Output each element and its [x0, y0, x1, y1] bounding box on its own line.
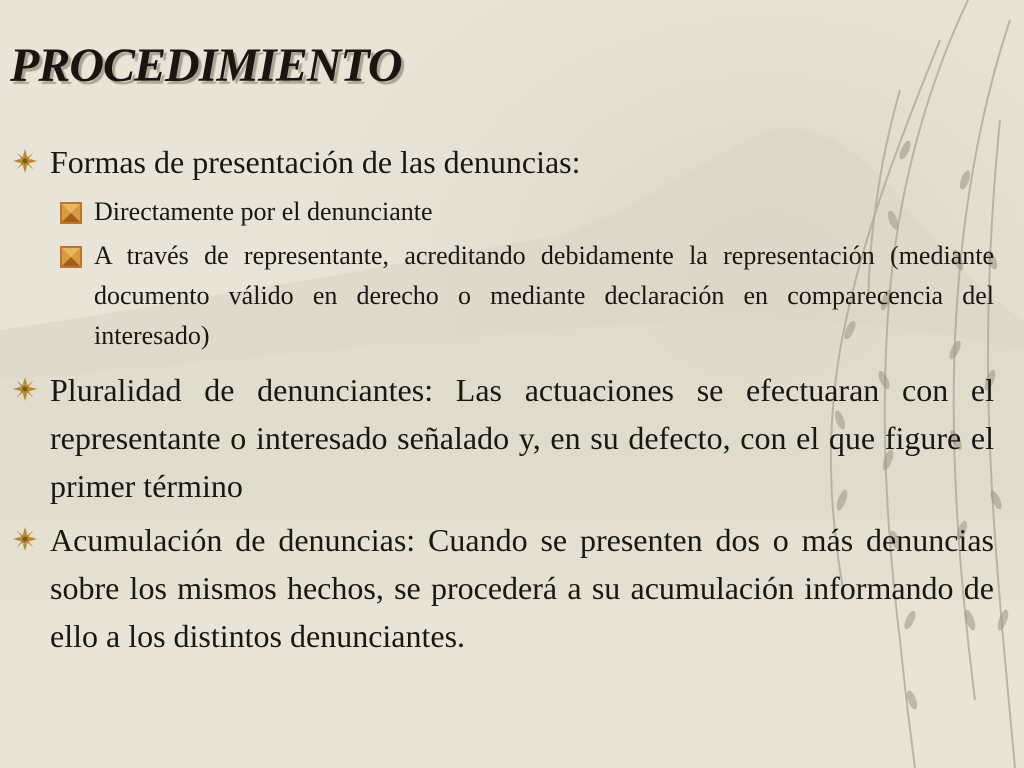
bullet-text: Pluralidad de denunciantes: Las actuaciones se efectuaran con el representante o interesado señalado y, en su defecto, con el que figure el primer término [50, 372, 994, 504]
bullet-text: Acumulación de denuncias: Cuando se presenten dos o más denuncias sobre los mismos hechos, se procederá a su acumulación informando de ello a los distintos denunciantes. [50, 522, 994, 654]
sub-bullet-text: Directamente por el denunciante [94, 197, 433, 226]
sunburst-bullet-icon [12, 526, 38, 552]
square-bullet-icon [58, 244, 84, 270]
bullet-item [12, 366, 994, 510]
slide-content [12, 138, 994, 666]
sub-bullet-item [94, 236, 994, 356]
sunburst-bullet-icon [12, 148, 38, 174]
bullet-text: Formas de presentación de las denuncias: [50, 144, 581, 180]
bullet-item [12, 516, 994, 660]
bullet-item [12, 138, 994, 186]
square-bullet-icon [58, 200, 84, 226]
sunburst-bullet-icon [12, 376, 38, 402]
sub-bullet-item [94, 192, 994, 232]
slide-title: PROCEDIMIENTO [10, 39, 402, 92]
sub-bullet-text: A través de representante, acreditando debidamente la representación (mediante documento válido en derecho o mediante declaración en comparecencia del interesado) [94, 241, 994, 350]
